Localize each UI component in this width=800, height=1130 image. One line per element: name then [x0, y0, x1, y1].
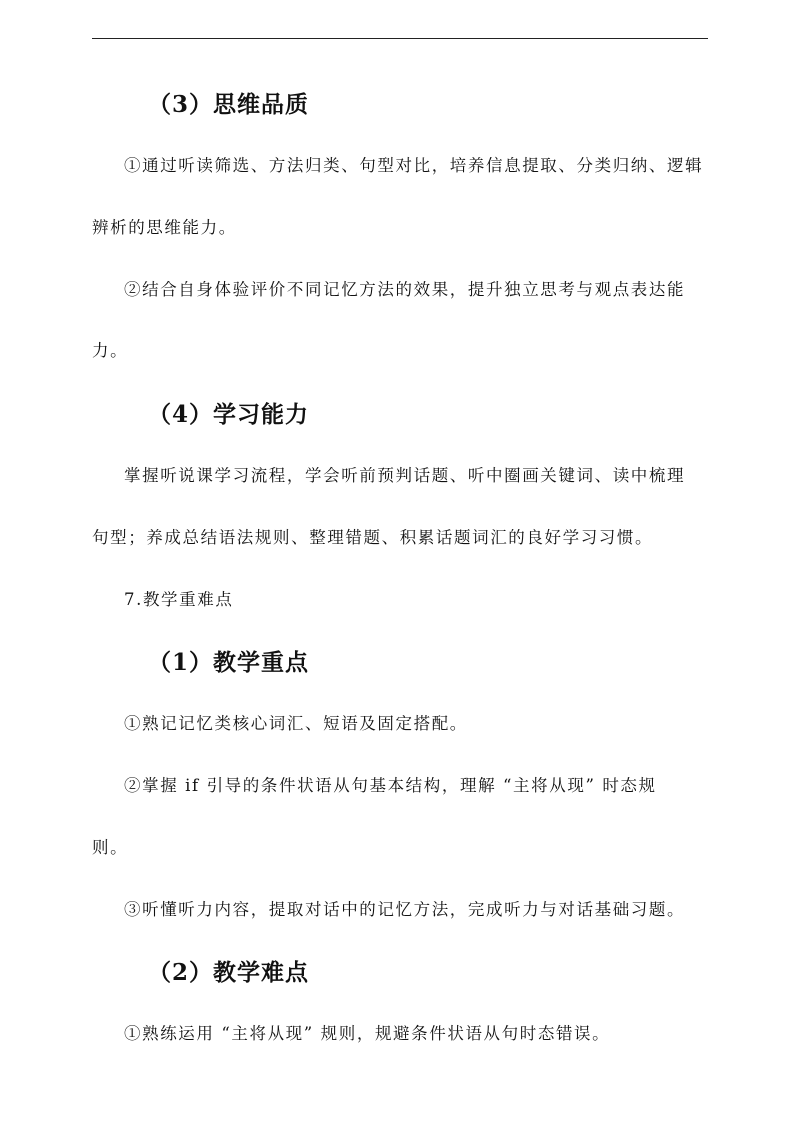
thinking-item-1-line-1: ①通过听读筛选、方法归类、句型对比，培养信息提取、分类归纳、逻辑	[124, 156, 704, 175]
key-item-2-line-2: 则。	[92, 838, 129, 857]
learning-para-line-1: 掌握听说课学习流程，学会听前预判话题、听中圈画关键词、读中梳理	[124, 466, 686, 485]
key-item-2-line-1: ②掌握 if 引导的条件状语从句基本结构，理解 “主将从现” 时态规	[124, 776, 657, 795]
thinking-item-2-line-1: ②结合自身体验评价不同记忆方法的效果，提升独立思考与观点表达能	[124, 280, 686, 299]
heading-teaching-key-points: （1）教学重点	[148, 649, 310, 676]
section-7-title: 7.教学重难点	[124, 590, 234, 609]
heading-learning-ability: （4）学习能力	[148, 401, 310, 428]
heading-teaching-difficult-points: （2）教学难点	[148, 959, 310, 986]
key-item-1: ①熟记记忆类核心词汇、短语及固定搭配。	[124, 714, 468, 733]
key-item-3: ③听懂听力内容，提取对话中的记忆方法，完成听力与对话基础习题。	[124, 900, 686, 919]
learning-para-line-2: 句型；养成总结语法规则、整理错题、积累话题词汇的良好学习习惯。	[92, 528, 654, 547]
heading-thinking-quality: （3）思维品质	[148, 91, 310, 118]
header-rule	[92, 38, 708, 39]
thinking-item-1-line-2: 辨析的思维能力。	[92, 218, 237, 237]
thinking-item-2-line-2: 力。	[92, 341, 129, 360]
difficult-item-1: ①熟练运用 “主将从现” 规则，规避条件状语从句时态错误。	[124, 1024, 611, 1043]
